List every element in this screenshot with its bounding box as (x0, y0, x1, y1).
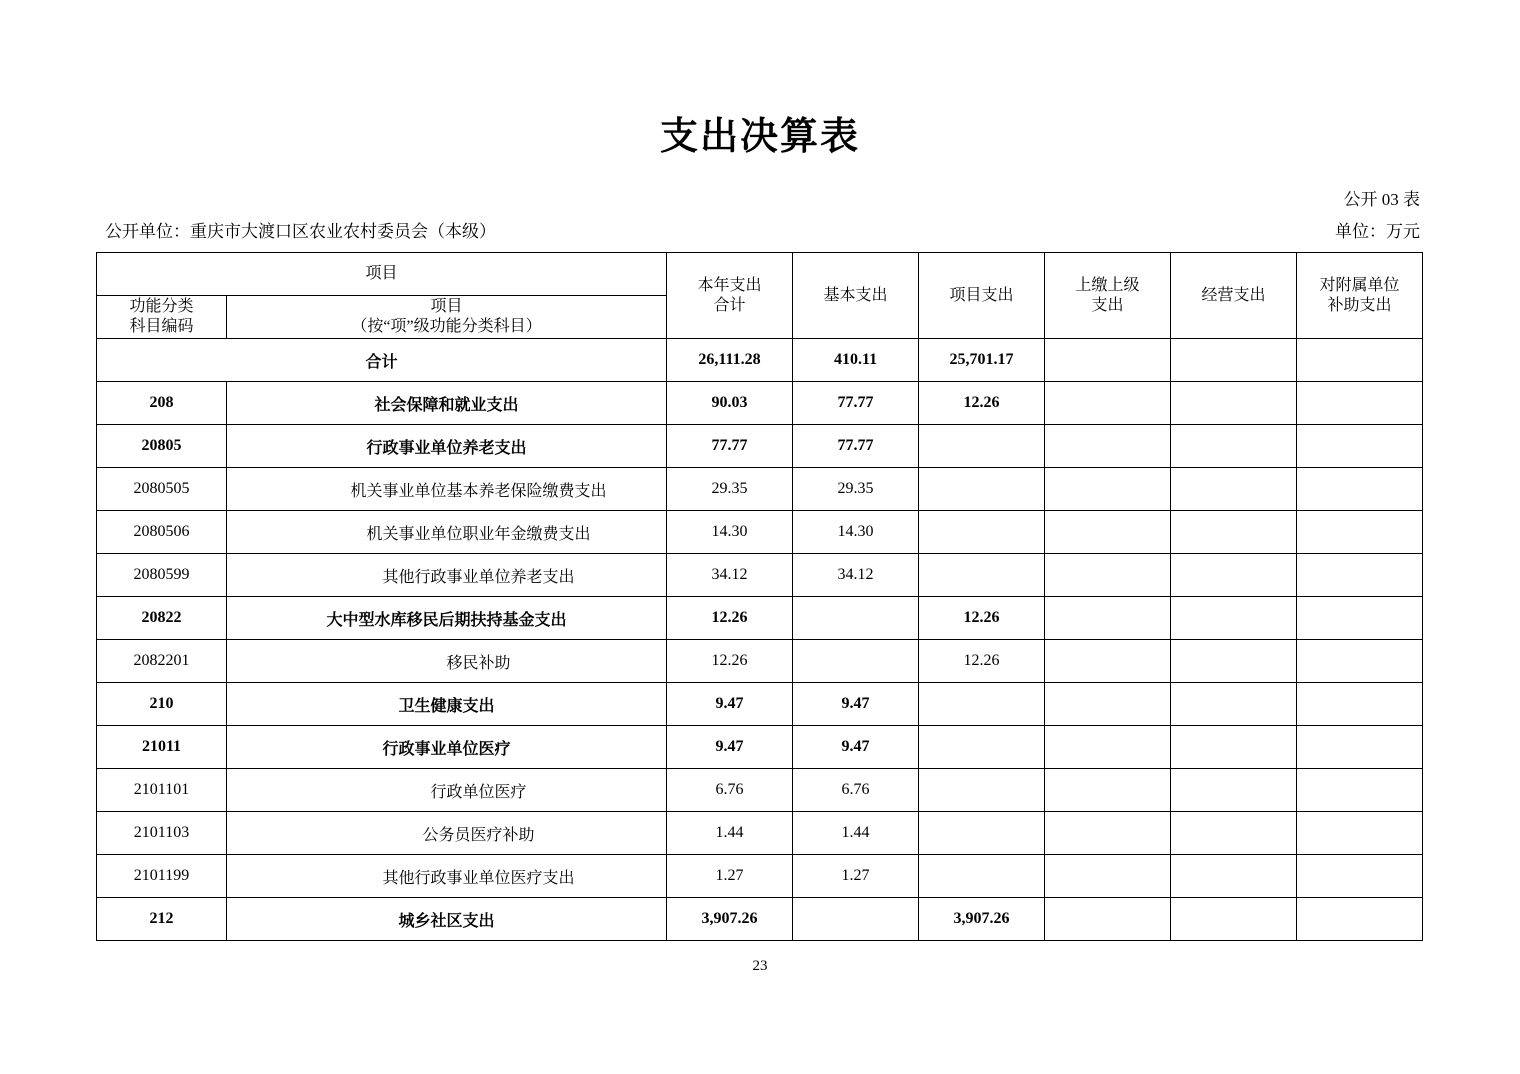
row-function-code: 208 (97, 382, 227, 425)
header-code-line1: 功能分类 (129, 298, 194, 315)
row-business-expenditure (1171, 812, 1297, 855)
table-row (97, 382, 1423, 425)
header-item-name (227, 296, 667, 339)
row-total-expenditure: 29.35 (667, 468, 793, 511)
total-row-upper (1045, 339, 1171, 382)
row-upper-level-expenditure (1045, 898, 1171, 941)
row-project-expenditure: 12.26 (919, 640, 1045, 683)
row-business-expenditure (1171, 382, 1297, 425)
header-group-item: 项目 (97, 253, 667, 296)
table-row (97, 468, 1423, 511)
row-item-name: 大中型水库移民后期扶持基金支出 (227, 597, 667, 640)
expenditure-final-accounts-table (96, 252, 1423, 941)
row-project-expenditure (919, 855, 1045, 898)
header-total-expenditure (667, 253, 793, 339)
row-project-expenditure: 12.26 (919, 382, 1045, 425)
row-function-code: 2101101 (97, 769, 227, 812)
row-total-expenditure: 90.03 (667, 382, 793, 425)
row-subsidy-expenditure (1297, 855, 1423, 898)
header-business-expenditure: 经营支出 (1171, 253, 1297, 339)
row-business-expenditure (1171, 855, 1297, 898)
table-row (97, 511, 1423, 554)
row-total-expenditure: 1.27 (667, 855, 793, 898)
row-subsidy-expenditure (1297, 640, 1423, 683)
row-total-expenditure: 1.44 (667, 812, 793, 855)
table-row (97, 769, 1423, 812)
row-business-expenditure (1171, 468, 1297, 511)
table-row (97, 855, 1423, 898)
table-row (97, 726, 1423, 769)
header-item-line2: （按“项”级功能分类科目） (351, 318, 542, 335)
row-basic-expenditure: 77.77 (793, 425, 919, 468)
row-function-code: 212 (97, 898, 227, 941)
row-item-name: 行政单位医疗 (227, 769, 667, 812)
table-row (97, 683, 1423, 726)
row-business-expenditure (1171, 726, 1297, 769)
row-project-expenditure: 3,907.26 (919, 898, 1045, 941)
total-row-subsidy (1297, 339, 1423, 382)
table-row-total (97, 339, 1423, 382)
row-function-code: 2080599 (97, 554, 227, 597)
table-row (97, 425, 1423, 468)
row-item-name: 城乡社区支出 (227, 898, 667, 941)
row-function-code: 2101199 (97, 855, 227, 898)
row-basic-expenditure: 29.35 (793, 468, 919, 511)
row-basic-expenditure: 34.12 (793, 554, 919, 597)
row-subsidy-expenditure (1297, 468, 1423, 511)
row-item-name: 行政事业单位养老支出 (227, 425, 667, 468)
header-item-line1: 项目 (430, 298, 463, 315)
table-row (97, 554, 1423, 597)
table-row (97, 640, 1423, 683)
row-upper-level-expenditure (1045, 597, 1171, 640)
row-function-code: 210 (97, 683, 227, 726)
table-body (97, 339, 1423, 941)
row-upper-level-expenditure (1045, 425, 1171, 468)
row-subsidy-expenditure (1297, 554, 1423, 597)
row-project-expenditure (919, 726, 1045, 769)
row-function-code: 2082201 (97, 640, 227, 683)
row-total-expenditure: 12.26 (667, 640, 793, 683)
row-total-expenditure: 34.12 (667, 554, 793, 597)
header-upper-line1: 上缴上级 (1075, 276, 1140, 294)
form-code-label: 公开 03 表 (1343, 190, 1420, 209)
row-item-name: 卫生健康支出 (227, 683, 667, 726)
row-business-expenditure (1171, 683, 1297, 726)
row-total-expenditure: 3,907.26 (667, 898, 793, 941)
table-row (97, 812, 1423, 855)
row-item-name: 机关事业单位基本养老保险缴费支出 (227, 468, 667, 511)
row-subsidy-expenditure (1297, 511, 1423, 554)
row-item-name: 机关事业单位职业年金缴费支出 (227, 511, 667, 554)
row-subsidy-expenditure (1297, 898, 1423, 941)
header-subsidy-line1: 对附属单位 (1319, 276, 1400, 294)
header-total-line2: 合计 (713, 296, 746, 314)
table-row (97, 898, 1423, 941)
row-total-expenditure: 6.76 (667, 769, 793, 812)
row-project-expenditure (919, 769, 1045, 812)
row-subsidy-expenditure (1297, 726, 1423, 769)
row-upper-level-expenditure (1045, 468, 1171, 511)
row-business-expenditure (1171, 554, 1297, 597)
row-total-expenditure: 77.77 (667, 425, 793, 468)
row-upper-level-expenditure (1045, 769, 1171, 812)
header-subsidy-expenditure (1297, 253, 1423, 339)
row-project-expenditure (919, 554, 1045, 597)
header-function-code (97, 296, 227, 339)
row-upper-level-expenditure (1045, 640, 1171, 683)
row-upper-level-expenditure (1045, 726, 1171, 769)
row-function-code: 2101103 (97, 812, 227, 855)
row-project-expenditure (919, 425, 1045, 468)
row-basic-expenditure: 14.30 (793, 511, 919, 554)
row-business-expenditure (1171, 511, 1297, 554)
currency-unit-label: 单位：万元 (1335, 222, 1420, 241)
row-project-expenditure (919, 511, 1045, 554)
row-total-expenditure: 9.47 (667, 726, 793, 769)
row-basic-expenditure: 6.76 (793, 769, 919, 812)
header-subsidy-line2: 补助支出 (1327, 296, 1392, 314)
row-business-expenditure (1171, 425, 1297, 468)
row-function-code: 21011 (97, 726, 227, 769)
row-upper-level-expenditure (1045, 812, 1171, 855)
row-subsidy-expenditure (1297, 382, 1423, 425)
row-upper-level-expenditure (1045, 683, 1171, 726)
header-upper-level-expenditure (1045, 253, 1171, 339)
row-function-code: 2080505 (97, 468, 227, 511)
page-title: 支出决算表 (659, 116, 860, 158)
header-total-line1: 本年支出 (697, 276, 762, 294)
row-subsidy-expenditure (1297, 769, 1423, 812)
row-total-expenditure: 12.26 (667, 597, 793, 640)
row-upper-level-expenditure (1045, 511, 1171, 554)
publisher-label: 公开单位：重庆市大渡口区农业农村委员会（本级） (105, 222, 496, 241)
row-basic-expenditure (793, 898, 919, 941)
row-business-expenditure (1171, 769, 1297, 812)
row-business-expenditure (1171, 898, 1297, 941)
header-code-line2: 科目编码 (129, 318, 194, 335)
row-subsidy-expenditure (1297, 425, 1423, 468)
header-project-expenditure: 项目支出 (919, 253, 1045, 339)
row-project-expenditure (919, 683, 1045, 726)
row-project-expenditure (919, 468, 1045, 511)
table-header (97, 253, 1423, 339)
row-function-code: 20822 (97, 597, 227, 640)
total-row-total: 26,111.28 (667, 339, 793, 382)
header-basic-expenditure: 基本支出 (793, 253, 919, 339)
row-basic-expenditure: 9.47 (793, 726, 919, 769)
header-upper-line2: 支出 (1091, 296, 1124, 314)
row-upper-level-expenditure (1045, 554, 1171, 597)
row-basic-expenditure (793, 640, 919, 683)
row-item-name: 其他行政事业单位医疗支出 (227, 855, 667, 898)
row-subsidy-expenditure (1297, 597, 1423, 640)
row-function-code: 20805 (97, 425, 227, 468)
row-project-expenditure: 12.26 (919, 597, 1045, 640)
row-basic-expenditure: 1.44 (793, 812, 919, 855)
total-row-business (1171, 339, 1297, 382)
row-item-name: 公务员医疗补助 (227, 812, 667, 855)
table-row (97, 597, 1423, 640)
row-subsidy-expenditure (1297, 683, 1423, 726)
row-basic-expenditure: 9.47 (793, 683, 919, 726)
row-total-expenditure: 14.30 (667, 511, 793, 554)
row-item-name: 移民补助 (227, 640, 667, 683)
row-basic-expenditure (793, 597, 919, 640)
row-upper-level-expenditure (1045, 855, 1171, 898)
row-total-expenditure: 9.47 (667, 683, 793, 726)
row-item-name: 行政事业单位医疗 (227, 726, 667, 769)
row-upper-level-expenditure (1045, 382, 1171, 425)
row-item-name: 其他行政事业单位养老支出 (227, 554, 667, 597)
row-business-expenditure (1171, 640, 1297, 683)
row-function-code: 2080506 (97, 511, 227, 554)
row-item-name: 社会保障和就业支出 (227, 382, 667, 425)
row-basic-expenditure: 1.27 (793, 855, 919, 898)
row-subsidy-expenditure (1297, 812, 1423, 855)
total-row-project: 25,701.17 (919, 339, 1045, 382)
page-number: 23 (752, 958, 768, 974)
total-row-basic: 410.11 (793, 339, 919, 382)
row-business-expenditure (1171, 597, 1297, 640)
total-row-label: 合计 (97, 339, 667, 382)
row-basic-expenditure: 77.77 (793, 382, 919, 425)
row-project-expenditure (919, 812, 1045, 855)
